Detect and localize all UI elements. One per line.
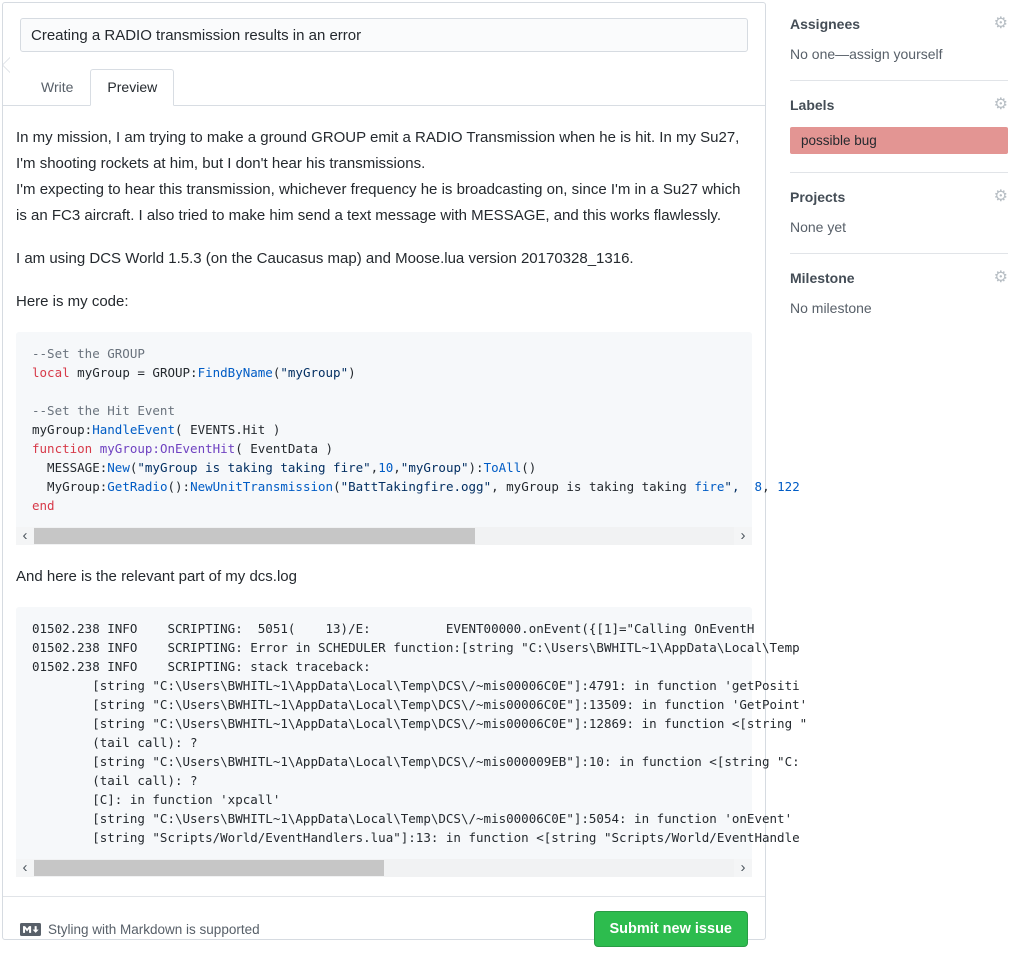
assign-yourself-link[interactable]: No one—assign yourself [790, 46, 943, 62]
assignees-section [790, 0, 1008, 81]
projects-value: None yet [790, 219, 847, 235]
milestone-section [790, 254, 1008, 334]
log-scrollbar-track[interactable] [34, 859, 734, 877]
paragraph-versions: I am using DCS World 1.5.3 (on the Caucasus map) and Moose.lua version 20170328_1316. [16, 250, 634, 267]
paragraph-intro [16, 125, 752, 229]
projects-heading: Projects [790, 189, 846, 205]
issue-title-input[interactable] [20, 18, 748, 52]
intro-line-2: I'm expecting to hear this transmission, whichever frequency he is broadcasting on, since I'm in a Su27 which is an FC3 aircraft. I also tried to make him send a text message with MESSAGE, and this works flawlessly. [16, 181, 741, 224]
scroll-right-icon[interactable]: › [734, 527, 752, 545]
gear-icon[interactable]: ⚙ [993, 269, 1008, 286]
issue-sidebar [790, 0, 1008, 334]
preview-pane [3, 106, 808, 877]
markdown-hint-text: Styling with Markdown is supported [48, 921, 260, 937]
gear-icon[interactable]: ⚙ [993, 188, 1008, 205]
write-preview-tabbar [3, 69, 765, 106]
log-scrollbar-thumb[interactable] [34, 860, 384, 876]
scroll-right-icon[interactable]: › [734, 859, 752, 877]
gear-icon[interactable]: ⚙ [993, 15, 1008, 32]
log-block [16, 607, 808, 877]
labels-heading: Labels [790, 97, 835, 113]
tab-write[interactable]: Write [41, 79, 74, 95]
code-scrollbar-thumb[interactable] [34, 528, 475, 544]
milestone-value: No milestone [790, 300, 872, 316]
milestone-heading: Milestone [790, 270, 855, 286]
scroll-left-icon[interactable]: ‹ [16, 527, 34, 545]
labels-section [790, 81, 1008, 173]
gear-icon[interactable]: ⚙ [993, 96, 1008, 113]
markdown-icon [20, 923, 41, 936]
code-scrollbar-track[interactable] [34, 527, 734, 545]
lua-code: --Set the GROUP local myGroup = GROUP:FindByName("myGroup") --Set the Hit Event myGroup:HandleEvent( EVENTS.Hit ) function myGroup:OnEventHit( EventData ) MESSAGE:New("myGroup is taking taking fire",10,"myGroup"):ToAll() MyGroup:GetRadio():NewUnitTransmission("BattTakingfire.ogg", myGroup is taking taking fire", 8, 122 end [32, 346, 800, 513]
submit-new-issue-button[interactable]: Submit new issue [594, 911, 748, 947]
markdown-supported-link[interactable] [20, 922, 260, 937]
form-footer [3, 896, 765, 961]
tab-preview[interactable]: Preview [90, 69, 174, 106]
dcs-log: 01502.238 INFO SCRIPTING: 5051( 13)/E: EVENT00000.onEvent({[1]="Calling OnEventH 01502.238 INFO SCRIPTING: Error in SCHEDULER function:[string "C:\Users\BWHITL~1\AppData\Local\Temp 01502.238 INFO SCRIPTING: stack traceback: [string "C:\Users\BWHITL~1\AppData\Local\Temp\DCS\/~mis00006C0E"]:4791: in function 'getPositi [string "C:\Users\BWHITL~1\AppData\Local\Temp\DCS\/~mis00006C0E"]:13509: in function 'GetPoint' [string "C:\Users\BWHITL~1\AppData\Local\Temp\DCS\/~mis00006C0E"]:12869: in function <[string " (tail call): ? [string "C:\Users\BWHITL~1\AppData\Local\Temp\DCS\/~mis000009EB"]:10: in function <[string "C: (tail call): ? [C]: in function 'xpcall' [string "C:\Users\BWHITL~1\AppData\Local\Temp\DCS\/~mis00006C0E"]:5054: in function 'onEvent' [string "Scripts/World/EventHandlers.lua"]:13: in function <[string "Scripts/World/EventHandle [32, 621, 808, 845]
code-block [16, 332, 800, 545]
log-horizontal-scrollbar[interactable] [16, 859, 752, 877]
assignees-heading: Assignees [790, 16, 861, 32]
scroll-left-icon[interactable]: ‹ [16, 859, 34, 877]
paragraph-code-lead: Here is my code: [16, 293, 129, 310]
code-horizontal-scrollbar[interactable] [16, 527, 752, 545]
paragraph-log-lead: And here is the relevant part of my dcs.log [16, 568, 297, 585]
intro-line-1: In my mission, I am trying to make a ground GROUP emit a RADIO Transmission when he is hit. In my Su27, I'm shooting rockets at him, but I don't hear his transmissions. [16, 129, 740, 172]
label-possible-bug[interactable]: possible bug [790, 127, 1008, 154]
new-issue-form [2, 2, 808, 940]
projects-section [790, 173, 1008, 254]
